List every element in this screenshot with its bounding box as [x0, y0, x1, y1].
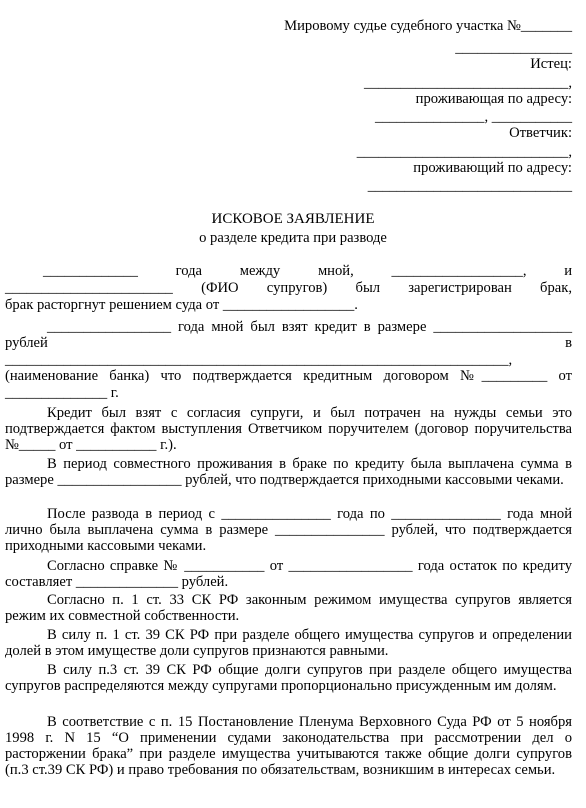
body-line: рублей в [5, 335, 572, 351]
defendant-address-blank: ____________________________ [367, 178, 572, 194]
defendant-blank-line: _____________________________, [356, 144, 572, 160]
body-line: _________________ года мной был взят кредит в размере ___________________ [47, 319, 572, 335]
defendant-label: Ответчик: [509, 125, 572, 141]
body-paragraph: В период совместного проживания в браке по кредиту была выплачена сумма в размере _________________ рублей, что подтверждается приходными кассовыми чеками. [5, 456, 572, 488]
body-line: брак расторгнут решением суда от __________________. [5, 297, 358, 313]
defendant-address-label: проживающий по адресу: [413, 160, 572, 176]
body-paragraph: Согласно справке № ___________ от _________________ года остаток по кредиту составляет ______________ рублей. [5, 558, 572, 590]
body-line: _____________________________________________________________________, [5, 352, 513, 368]
body-line: (наименование банка) что подтверждается кредитным договором №_________ от [5, 368, 572, 384]
body-paragraph: В силу п. 1 ст. 39 СК РФ при разделе общего имущества супругов и определении долей в этом имуществе доли супругов признаются равными. [5, 627, 572, 659]
body-paragraph: Кредит был взят с согласия супруги, и был потрачен на нужды семьи это подтверждается фактом выступления Ответчиком поручителем (договор поручительства №_____ от ___________ г.). [5, 405, 572, 453]
body-line: _______________________ (ФИО супругов) был зарегистрирован брак, [5, 280, 572, 296]
document-subtitle: о разделе кредита при разводе [199, 230, 387, 246]
header-blank-line: ________________ [455, 40, 572, 56]
plaintiff-address-label: проживающая по адресу: [415, 91, 572, 107]
header-judge: Мировому судье судебного участка №_______ [284, 18, 572, 34]
document-title: ИСКОВОЕ ЗАЯВЛЕНИЕ [211, 211, 375, 227]
body-paragraph: Согласно п. 1 ст. 33 СК РФ законным режимом имущества супругов является режим их совместной собственности. [5, 592, 572, 624]
plaintiff-label: Истец: [530, 56, 572, 72]
plaintiff-blank-line: ____________________________, [364, 75, 572, 91]
body-paragraph: В силу п.3 ст. 39 СК РФ общие долги супругов при разделе общего имущества супругов распределяются между супругами пропорционально присужденным им долям. [5, 662, 572, 694]
body-line: ______________ г. [5, 385, 119, 401]
plaintiff-address-blank: _______________, ___________ [374, 109, 572, 125]
body-paragraph: В соответствие с п. 15 Постановление Пленума Верховного Суда РФ от 5 ноября 1998 г. N 15 “О применении судами законодательства при рассмотрении дел о расторжении брака” при разделе имущества учитываются также общие долги супругов (п.3 ст.39 СК РФ) и право требования по обязательствам, возникшим в интересах семьи. [5, 714, 572, 778]
body-paragraph: После развода в период с _______________ года по _______________ года мной лично была выплачена сумма в размере _______________ рублей, что подтверждается приходными кассовыми чеками. [5, 506, 572, 554]
body-line: _____________ года между мной, __________________, и [43, 263, 572, 279]
